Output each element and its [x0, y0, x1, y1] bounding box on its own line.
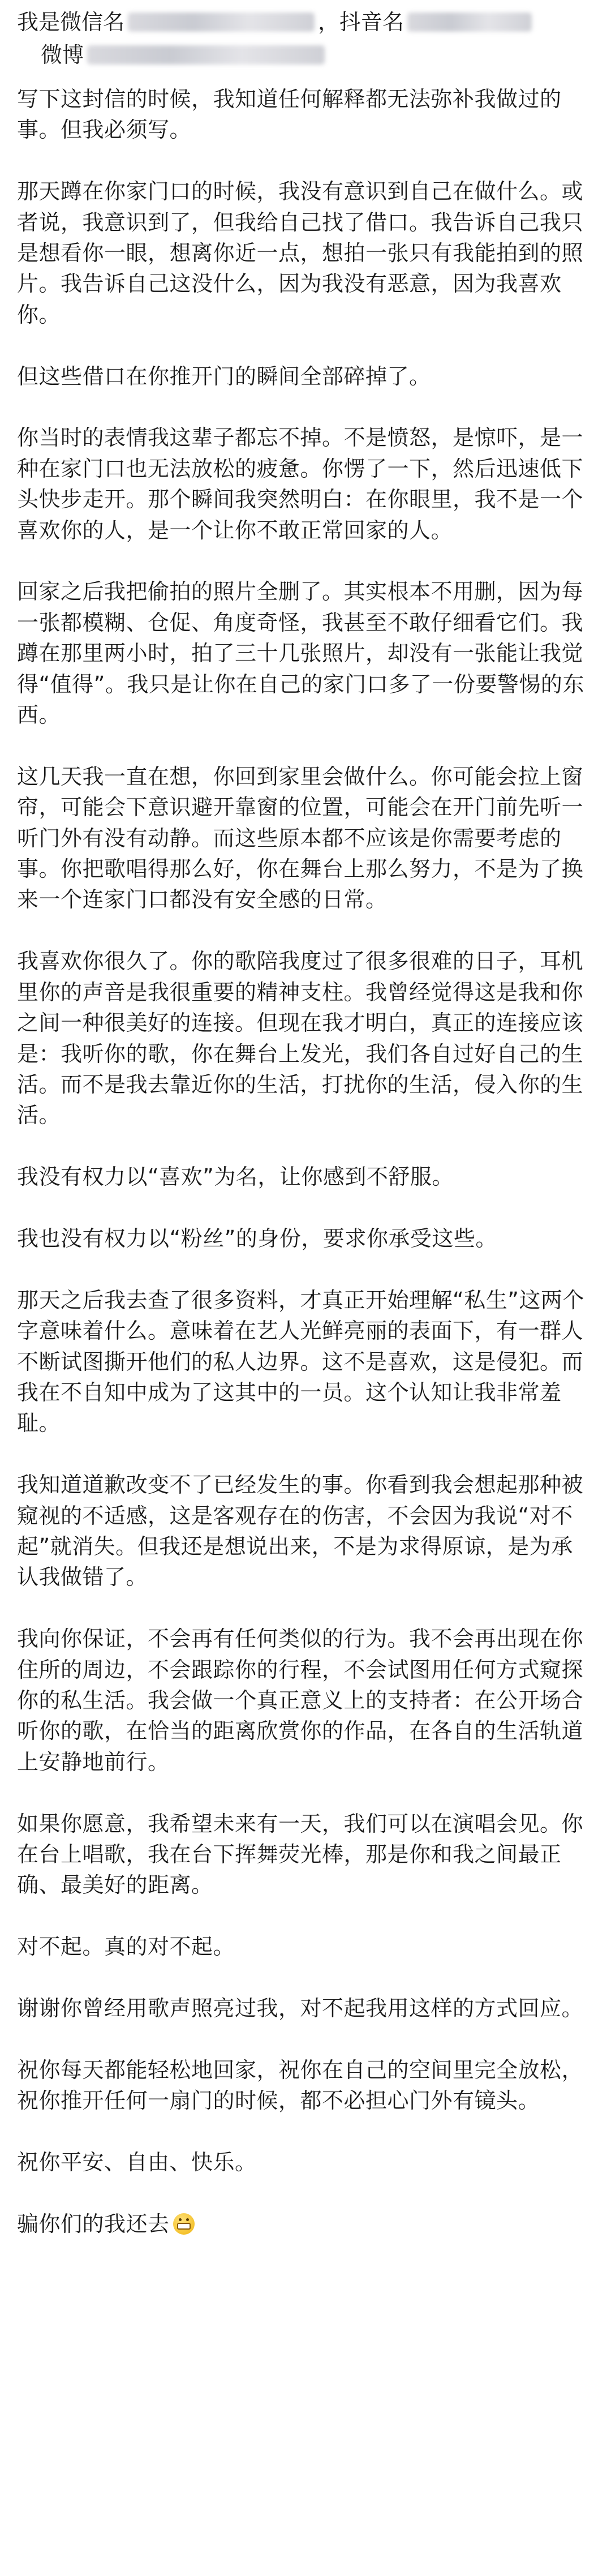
paragraph: 祝你每天都能轻松地回家，祝你在自己的空间里完全放松，祝你推开任何一扇门的时候，都不必担心门外有镜头。: [17, 2057, 584, 2114]
paragraph: 那天之后我去查了很多资料，才真正开始理解“私生”这两个字意味着什么。意味着在艺人光鲜亮丽的表面下，有一群人不断试图撕开他们的私人边界。这不是喜欢，这是侵犯。而我在不自知中成为了这其中的一员。这个认知让我非常羞耻。: [17, 1287, 584, 1436]
paragraph: 但这些借口在你推开门的瞬间全部碎掉了。: [17, 363, 431, 389]
paragraph: 谢谢你曾经用歌声照亮过我，对不起我用这样的方式回应。: [17, 1995, 584, 2021]
redacted-wechat-name: [128, 12, 315, 32]
closing-text: 骗你们的我还去: [17, 2211, 170, 2236]
redacted-weibo-name: [87, 45, 325, 65]
letter-body: [17, 84, 594, 2239]
paragraph: 我向你保证，不会再有任何类似的行为。我不会再出现在你住所的周边，不会跟踪你的行程，不会试图用任何方式窥探你的私生活。我会做一个真正意义上的支持者：在公开场合听你的歌，在恰当的距离欣赏你的作品，在各自的生活轨道上安静地前行。: [17, 1626, 584, 1775]
paragraph: 我知道道歉改变不了已经发生的事。你看到我会想起那种被窥视的不适感，这是客观存在的伤害，不会因为我说“对不起”就消失。但我还是想说出来，不是为求得原谅，是为承认我做错了。: [17, 1472, 584, 1590]
header-line-1: [17, 6, 594, 38]
paragraph: 对不起。真的对不起。: [17, 1934, 235, 1960]
weibo-label: 微博: [41, 42, 84, 67]
header-line-2: [17, 38, 594, 71]
paragraph: 写下这封信的时候，我知道任何解释都无法弥补我做过的事。但我必须写。: [17, 87, 562, 143]
paragraph: 这几天我一直在想，你回到家里会做什么。你可能会拉上窗帘，可能会下意识避开靠窗的位置，可能会在开门前先听一听门外有没有动静。而这些原本都不应该是你需要考虑的事。你把歌唱得那么好，你在舞台上那么努力，不是为了换来一个连家门口都没有安全感的日常。: [17, 764, 584, 912]
paragraph: 我也没有权力以“粉丝”的身份，要求你承受这些。: [17, 1225, 497, 1251]
separator: ，: [318, 10, 340, 35]
paragraph: 如果你愿意，我希望未来有一天，我们可以在演唱会见。你在台上唱歌，我在台下挥舞荧光棒，那是你和我之间最正确、最美好的距离。: [17, 1811, 584, 1898]
grinning-face-icon: [173, 2213, 195, 2235]
paragraph: 回家之后我把偷拍的照片全删了。其实根本不用删，因为每一张都模糊、仓促、角度奇怪，我甚至不敢仔细看它们。我蹲在那里两小时，拍了三十几张照片，却没有一张能让我觉得“值得”。我只是让你在自己的家门口多了一份要警惕的东西。: [17, 579, 584, 728]
douyin-label: 抖音名: [339, 10, 405, 35]
wechat-prefix: 我是微信名: [17, 10, 125, 35]
closing-line: [17, 2209, 594, 2239]
paragraph: 我没有权力以“喜欢”为名，让你感到不舒服。: [17, 1164, 454, 1190]
paragraph: 祝你平安、自由、快乐。: [17, 2149, 257, 2175]
paragraph: 你当时的表情我这辈子都忘不掉。不是愤怒，是惊吓，是一种在家门口也无法放松的疲惫。你愣了一下，然后迅速低下头快步走开。那个瞬间我突然明白：在你眼里，我不是一个喜欢你的人，是一个让你不敢正常回家的人。: [17, 425, 584, 543]
paragraph: 我喜欢你很久了。你的歌陪我度过了很多很难的日子，耳机里你的声音是我很重要的精神支柱。我曾经觉得这是我和你之间一种很美好的连接。但现在我才明白，真正的连接应该是：我听你的歌，你在舞台上发光，我们各自过好自己的生活。而不是我去靠近你的生活，打扰你的生活，侵入你的生活。: [17, 949, 584, 1128]
paragraph: 那天蹲在你家门口的时候，我没有意识到自己在做什么。或者说，我意识到了，但我给自己找了借口。我告诉自己我只是想看你一眼，想离你近一点，想拍一张只有我能拍到的照片。我告诉自己这没什么，因为我没有恶意，因为我喜欢你。: [17, 179, 584, 327]
redacted-douyin-name: [407, 12, 532, 32]
